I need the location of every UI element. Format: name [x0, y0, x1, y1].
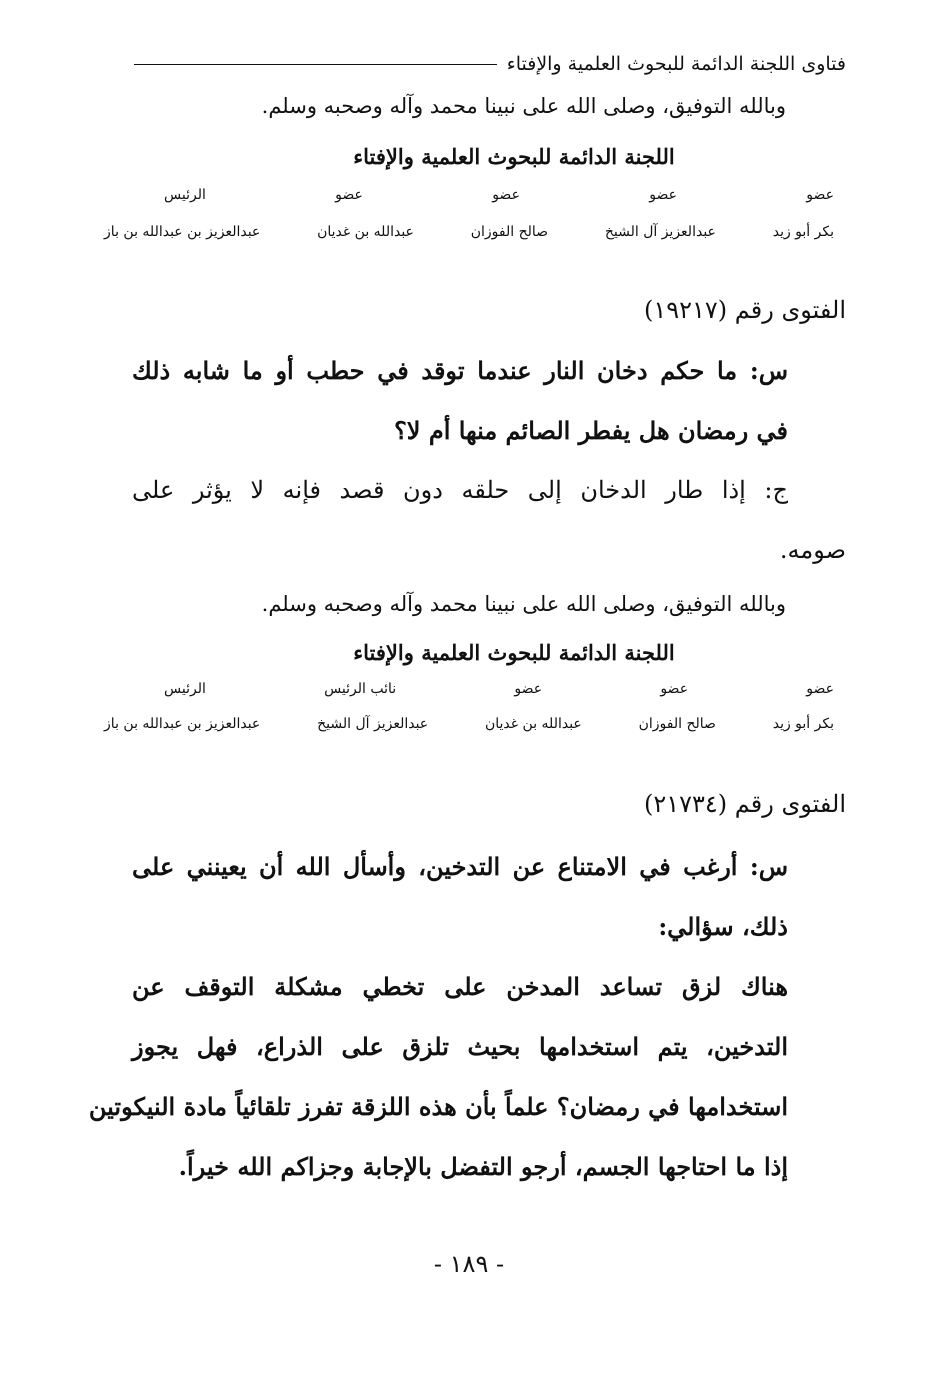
signatory-role: عضو: [335, 187, 363, 203]
signatory-name: عبدالعزيز بن عبدالله بن باز: [104, 224, 261, 240]
question-line: هناك لزق تساعد المدخن على تخطي مشكلة التوقف عن: [132, 972, 788, 1001]
committee-name: اللجنة الدائمة للبحوث العلمية والإفتاء: [353, 640, 675, 665]
signatory-role: نائب الرئيس: [324, 681, 397, 697]
signatory-role: الرئيس: [164, 681, 206, 697]
closing-formula: وبالله التوفيق، وصلى الله على نبينا محمد وآله وصحبه وسلم.: [261, 94, 786, 118]
signatory-role: عضو: [806, 681, 834, 697]
signatory-roles: [104, 187, 834, 203]
signatory-name: عبدالعزيز بن عبدالله بن باز: [104, 716, 261, 732]
answer-line: صومه.: [779, 536, 846, 564]
signatory-names: [104, 716, 834, 732]
signatory-name: صالح الفوزان: [470, 224, 549, 240]
signatory-role: عضو: [514, 681, 543, 697]
signatory-roles: [104, 681, 834, 697]
signatory-role: عضو: [660, 681, 689, 697]
signatory-name: صالح الفوزان: [638, 716, 716, 732]
question-line: التدخين، يتم استخدامها بحيث تلزق على الذراع، فهل يجوز: [132, 1032, 788, 1061]
question-line: س: ما حكم دخان النار عندما توقد في حطب أو ما شابه ذلك: [132, 356, 788, 385]
page-number: - ١٨٩ -: [433, 1250, 505, 1278]
signatory-name: عبدالعزيز آل الشيخ: [317, 716, 429, 732]
question-line: في رمضان هل يفطر الصائم منها أم لا؟: [394, 416, 788, 445]
signatory-name: بكر أبو زيد: [772, 224, 834, 240]
signatory-name: عبدالله بن غديان: [484, 716, 582, 732]
fatwa-number: الفتوى رقم (٢١٧٣٤): [643, 790, 846, 818]
question-line: استخدامها في رمضان؟ علماً بأن هذه اللزقة تفرز تلقائياً مادة النيكوتين: [88, 1092, 788, 1121]
question-line: إذا ما احتاجها الجسم، أرجو التفضل بالإجابة وجزاكم الله خيراً.: [178, 1152, 788, 1181]
question-line: س: أرغب في الامتناع عن التدخين، وأسأل الله أن يعينني على: [132, 852, 788, 881]
running-header: [134, 50, 846, 78]
signatory-role: عضو: [649, 187, 677, 203]
signatory-names: [104, 224, 834, 240]
book-title: فتاوى اللجنة الدائمة للبحوث العلمية والإفتاء: [506, 53, 846, 75]
signatory-name: عبدالله بن غديان: [317, 224, 414, 240]
answer-line: ج: إذا طار الدخان إلى حلقه دون قصد فإنه لا يؤثر على: [132, 476, 788, 504]
signatory-name: بكر أبو زيد: [772, 716, 834, 732]
signatory-role: الرئيس: [164, 187, 206, 203]
header-rule: [134, 64, 497, 65]
signatory-role: عضو: [806, 187, 834, 203]
question-line: ذلك، سؤالي:: [658, 912, 788, 941]
closing-formula: وبالله التوفيق، وصلى الله على نبينا محمد وآله وصحبه وسلم.: [261, 592, 786, 616]
signatory-role: عضو: [492, 187, 520, 203]
signatory-name: عبدالعزيز آل الشيخ: [604, 224, 716, 240]
committee-name: اللجنة الدائمة للبحوث العلمية والإفتاء: [353, 144, 675, 169]
fatwa-number: الفتوى رقم (١٩٢١٧): [643, 296, 846, 324]
